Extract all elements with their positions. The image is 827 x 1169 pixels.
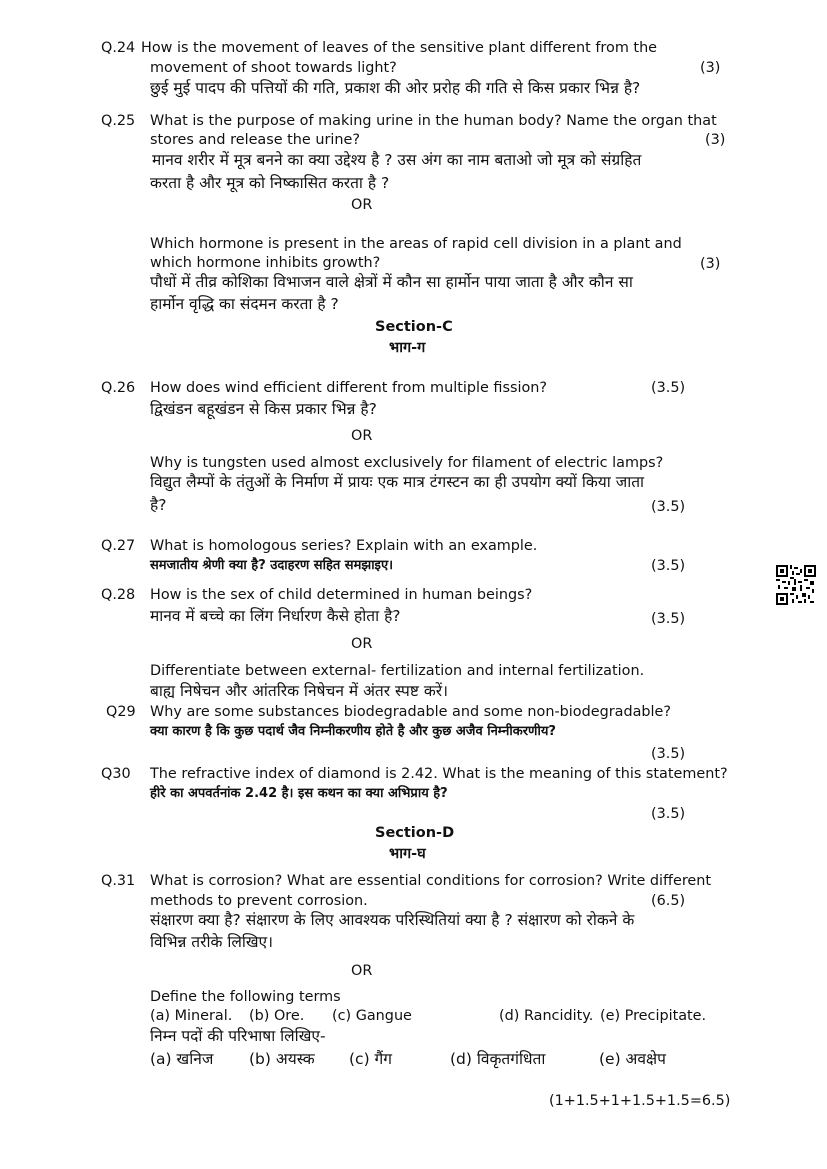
q25-text-line1: What is the purpose of making urine in the human body? Name the organ that <box>150 113 717 129</box>
q26-alt-text: Why is tungsten used almost exclusively for filament of electric lamps? <box>150 455 664 471</box>
q26-or: OR <box>351 428 373 444</box>
term-gangue: (c) Gangue <box>332 1008 412 1024</box>
term-hindi-ayask: (b) अयस्क <box>249 1050 315 1068</box>
q31-marks-breakdown: (1+1.5+1+1.5+1.5=6.5) <box>549 1093 731 1109</box>
q28-text: How is the sex of child determined in human beings? <box>150 587 533 603</box>
q28-alt-hindi: बाह्य निषेचन और आंतरिक निषेचन में अंतर स्पष्ट करें। <box>150 682 448 700</box>
q30-text: The refractive index of diamond is 2.42. What is the meaning of this statement? <box>150 766 728 782</box>
q29-text: Why are some substances biodegradable and some non-biodegradable? <box>150 704 672 720</box>
q29-hindi: क्या कारण है कि कुछ पदार्थ जैव निम्नीकरणीय होते है और कुछ अजैव निम्नीकरणीय? <box>150 724 556 739</box>
q25-alt-text-line2: which hormone inhibits growth? <box>150 255 381 271</box>
q25-alt-text-line1: Which hormone is present in the areas of rapid cell division in a plant and <box>150 236 682 252</box>
q26-hindi: द्विखंडन बहूखंडन से किस प्रकार भिन्न है? <box>150 400 377 418</box>
q31-alt-hindi: निम्न पदों की परिभाषा लिखिए- <box>150 1027 326 1045</box>
q24-hindi: छुई मुई पादप की पत्तियों की गति, प्रकाश की ओर प्ररोह की गति से किस प्रकार भिन्न है? <box>150 79 641 97</box>
q25-hindi-line1: मानव शरीर में मूत्र बनने का क्या उद्देश्य है ? उस अंग का नाम बताओ जो मूत्र को संग्रहित <box>152 151 642 169</box>
section-c-title: Section-C <box>375 319 453 335</box>
q27-marks: (3.5) <box>651 558 686 574</box>
q24-number: Q.24 <box>101 40 136 56</box>
q28-hindi: मानव में बच्चे का लिंग निर्धारण कैसे होता है? <box>150 607 401 625</box>
q25-text-line2: stores and release the urine? <box>150 132 361 148</box>
q29-number: Q29 <box>106 704 136 720</box>
q28-or: OR <box>351 636 373 652</box>
q24-text-line2: movement of shoot towards light? <box>150 60 397 76</box>
section-d-title: Section-D <box>375 825 455 841</box>
q31-marks: (6.5) <box>651 893 686 909</box>
term-mineral: (a) Mineral. <box>150 1008 233 1024</box>
term-hindi-vikrit: (d) विकृतगंधिता <box>450 1050 546 1068</box>
q25-hindi-line2: करता है और मूत्र को निष्कासित करता है ? <box>150 174 390 192</box>
q26-alt-hindi-line1: विद्युत लैम्पों के तंतुओं के निर्माण में प्रायः एक मात्र टंगस्टन का ही उपयोग क्यों किया जाता <box>150 473 645 491</box>
q31-or: OR <box>351 963 373 979</box>
q28-marks: (3.5) <box>651 611 686 627</box>
q31-alt-text: Define the following terms <box>150 989 341 1005</box>
q30-marks: (3.5) <box>651 806 686 822</box>
q30-number: Q30 <box>101 766 131 782</box>
q26-marks: (3.5) <box>651 380 686 396</box>
q31-text-line1: What is corrosion? What are essential conditions for corrosion? Write different <box>150 873 712 889</box>
q31-hindi-line2: विभिन्न तरीके लिखिए। <box>150 933 273 951</box>
term-ore: (b) Ore. <box>249 1008 305 1024</box>
section-d-hindi: भाग-घ <box>389 846 426 862</box>
q25-or: OR <box>351 197 373 213</box>
q28-alt-text: Differentiate between external- fertilization and internal fertilization. <box>150 663 645 679</box>
q25-alt-marks: (3) <box>700 256 721 272</box>
q25-marks: (3) <box>705 132 726 148</box>
term-rancidity: (d) Rancidity. <box>499 1008 594 1024</box>
term-hindi-gang: (c) गैंग <box>349 1050 392 1068</box>
q29-marks: (3.5) <box>651 746 686 762</box>
term-hindi-khanij: (a) खनिज <box>150 1050 214 1068</box>
q31-hindi-line1: संक्षारण क्या है? संक्षारण के लिए आवश्यक परिस्थितियां क्या है ? संक्षारण को रोकने के <box>150 911 635 929</box>
q26-alt-marks: (3.5) <box>651 499 686 515</box>
q25-number: Q.25 <box>101 113 136 129</box>
term-hindi-avakshep: (e) अवक्षेप <box>599 1050 666 1068</box>
q24-text-line1: How is the movement of leaves of the sensitive plant different from the <box>141 40 658 56</box>
q26-text: How does wind efficient different from multiple fission? <box>150 380 548 396</box>
q25-alt-hindi-line2: हार्मोन वृद्धि का संदमन करता है ? <box>150 295 339 313</box>
q28-number: Q.28 <box>101 587 136 603</box>
q27-hindi: समजातीय श्रेणी क्या है? उदाहरण सहित समझाइए। <box>150 558 394 573</box>
qr-code-icon <box>776 565 816 605</box>
q30-hindi: हीरे का अपवर्तनांक 2.42 है। इस कथन का क्या अभिप्राय है? <box>150 786 448 801</box>
q26-alt-hindi-line2: है? <box>150 496 167 514</box>
q26-number: Q.26 <box>101 380 136 396</box>
q24-marks: (3) <box>700 60 721 76</box>
q27-number: Q.27 <box>101 538 136 554</box>
term-precipitate: (e) Precipitate. <box>600 1008 707 1024</box>
q25-alt-hindi-line1: पौधों में तीव्र कोशिका विभाजन वाले क्षेत्रों में कौन सा हार्मोन पाया जाता है और कौन सा <box>150 273 633 291</box>
q31-number: Q.31 <box>101 873 136 889</box>
q27-text: What is homologous series? Explain with an example. <box>150 538 538 554</box>
section-c-hindi: भाग-ग <box>389 340 426 356</box>
q31-text-line2: methods to prevent corrosion. <box>150 893 368 909</box>
